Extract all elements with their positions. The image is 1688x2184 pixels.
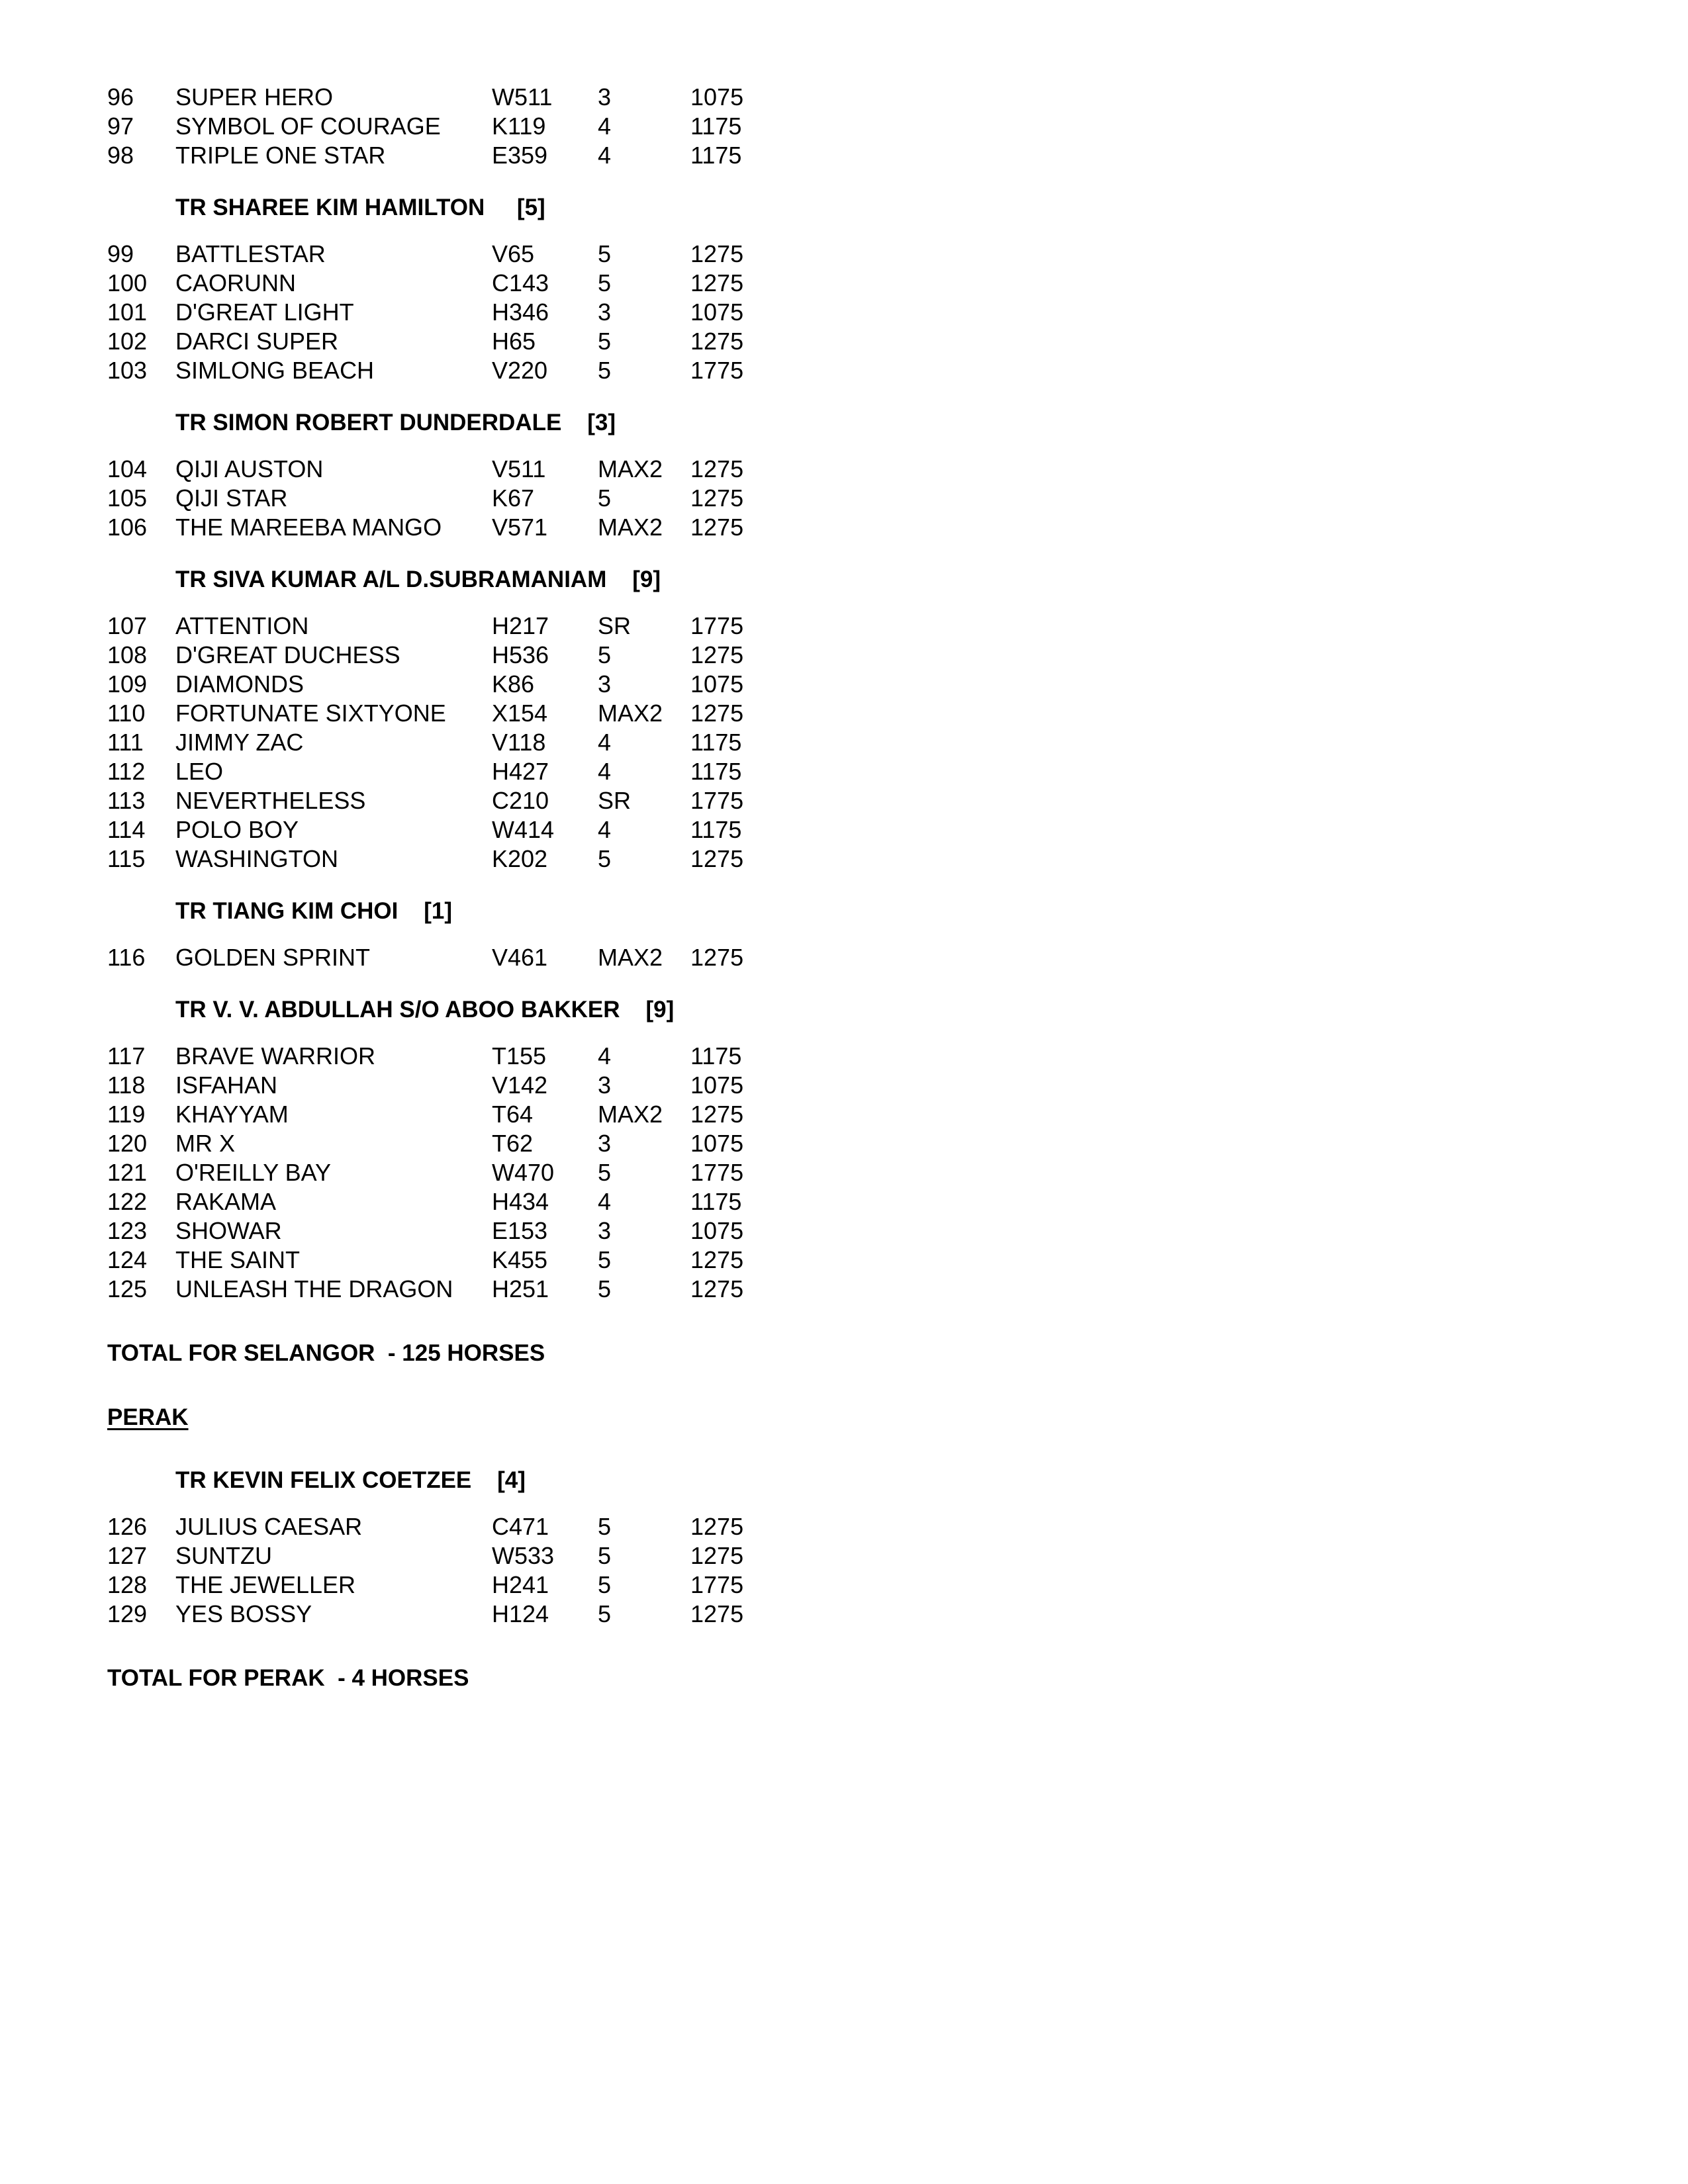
horse-class: 5 — [598, 240, 612, 267]
horse-code: W533 — [492, 1542, 555, 1569]
entry-number: 98 — [107, 142, 134, 169]
region-title: PERAK — [107, 1404, 189, 1430]
entry-row — [0, 1600, 1688, 1629]
horse-code: H434 — [492, 1188, 549, 1215]
horse-name: BATTLESTAR — [175, 240, 326, 267]
horse-code: E359 — [492, 142, 548, 169]
horse-code: H241 — [492, 1571, 549, 1598]
horse-rating: 1275 — [690, 328, 744, 355]
section-total: TOTAL FOR SELANGOR - 125 HORSES — [107, 1340, 545, 1366]
entry-number: 118 — [107, 1071, 146, 1099]
horse-name: KHAYYAM — [175, 1101, 289, 1128]
entry-number: 99 — [107, 240, 134, 267]
horse-class: 5 — [598, 1159, 612, 1186]
horse-code: T64 — [492, 1101, 534, 1128]
horse-rating: 1275 — [690, 845, 744, 872]
horse-code: C471 — [492, 1513, 549, 1540]
horse-name: D'GREAT DUCHESS — [175, 641, 400, 668]
entry-number: 107 — [107, 612, 148, 639]
horse-rating: 1175 — [690, 113, 742, 140]
horse-class: 5 — [598, 641, 612, 668]
horse-rating: 1175 — [690, 1188, 742, 1215]
entry-row — [0, 269, 1688, 298]
horse-rating: 1275 — [690, 455, 744, 482]
horse-rating: 1075 — [690, 298, 744, 326]
entry-row — [0, 112, 1688, 141]
entry-number: 97 — [107, 113, 134, 140]
horse-name: SHOWAR — [175, 1217, 282, 1244]
horse-class: 3 — [598, 83, 612, 111]
entry-row — [0, 670, 1688, 699]
entry-row — [0, 83, 1688, 112]
entry-number: 108 — [107, 641, 148, 668]
entry-row — [0, 1158, 1688, 1187]
horse-rating: 1775 — [690, 787, 744, 814]
horse-rating: 1175 — [690, 142, 742, 169]
horse-rating: 1175 — [690, 1042, 742, 1069]
horse-rating: 1275 — [690, 1246, 744, 1273]
entry-number: 101 — [107, 298, 148, 326]
horse-class: MAX2 — [598, 1101, 663, 1128]
entry-number: 124 — [107, 1246, 148, 1273]
horse-code: V142 — [492, 1071, 548, 1099]
entry-number: 116 — [107, 944, 146, 971]
horse-name: FORTUNATE SIXTYONE — [175, 700, 446, 727]
horse-code: W414 — [492, 816, 555, 843]
horse-rating: 1175 — [690, 816, 742, 843]
horse-name: QIJI STAR — [175, 484, 288, 512]
entry-row — [0, 1275, 1688, 1304]
horse-class: 5 — [598, 484, 612, 512]
horse-name: MR X — [175, 1130, 235, 1157]
horse-class: 3 — [598, 298, 612, 326]
horse-class: MAX2 — [598, 514, 663, 541]
horse-name: JULIUS CAESAR — [175, 1513, 363, 1540]
horse-class: MAX2 — [598, 944, 663, 971]
horse-name: SUPER HERO — [175, 83, 334, 111]
horse-class: 4 — [598, 1042, 612, 1069]
horse-rating: 1275 — [690, 240, 744, 267]
horse-code: K86 — [492, 670, 535, 698]
horse-name: DIAMONDS — [175, 670, 305, 698]
entry-number: 114 — [107, 816, 146, 843]
entry-number: 119 — [107, 1101, 146, 1128]
entry-number: 127 — [107, 1542, 148, 1569]
entry-number: 129 — [107, 1600, 148, 1627]
horse-code: H217 — [492, 612, 549, 639]
entry-number: 128 — [107, 1571, 148, 1598]
horse-class: 5 — [598, 357, 612, 384]
horse-code: H427 — [492, 758, 549, 785]
trainer-heading: TR SIVA KUMAR A/L D.SUBRAMANIAM [9] — [175, 567, 661, 592]
horse-class: 5 — [598, 1571, 612, 1598]
entry-number: 106 — [107, 514, 148, 541]
entry-row — [0, 1570, 1688, 1600]
horse-name: ISFAHAN — [175, 1071, 278, 1099]
horse-rating: 1275 — [690, 641, 744, 668]
entry-row — [0, 943, 1688, 972]
horse-name: THE MAREEBA MANGO — [175, 514, 442, 541]
entry-number: 110 — [107, 700, 146, 727]
horse-name: RAKAMA — [175, 1188, 277, 1215]
entry-number: 111 — [107, 729, 144, 756]
horse-rating: 1275 — [690, 1275, 744, 1302]
horse-code: W511 — [492, 83, 553, 111]
horse-class: 5 — [598, 269, 612, 296]
horse-rating: 1175 — [690, 729, 742, 756]
horse-code: V118 — [492, 729, 546, 756]
horse-rating: 1775 — [690, 1159, 744, 1186]
entry-row — [0, 699, 1688, 728]
entry-row — [0, 141, 1688, 170]
entry-row — [0, 455, 1688, 484]
horse-name: SUNTZU — [175, 1542, 272, 1569]
horse-code: W470 — [492, 1159, 555, 1186]
entry-number: 104 — [107, 455, 148, 482]
trainer-heading: TR TIANG KIM CHOI [1] — [175, 898, 453, 924]
horse-rating: 1275 — [690, 944, 744, 971]
horse-name: QIJI AUSTON — [175, 455, 324, 482]
entry-row — [0, 1071, 1688, 1100]
horse-code: T155 — [492, 1042, 547, 1069]
horse-name: O'REILLY BAY — [175, 1159, 331, 1186]
horse-name: DARCI SUPER — [175, 328, 339, 355]
entry-row — [0, 1129, 1688, 1158]
entry-number: 126 — [107, 1513, 148, 1540]
horse-name: BRAVE WARRIOR — [175, 1042, 376, 1069]
entry-row — [0, 1187, 1688, 1216]
horse-name: TRIPLE ONE STAR — [175, 142, 386, 169]
trainer-heading: TR SHAREE KIM HAMILTON [5] — [175, 195, 545, 220]
horse-class: 5 — [598, 845, 612, 872]
horse-code: H65 — [492, 328, 536, 355]
horse-name: UNLEASH THE DRAGON — [175, 1275, 453, 1302]
horse-code: H251 — [492, 1275, 549, 1302]
horse-rating: 1275 — [690, 1101, 744, 1128]
entry-number: 120 — [107, 1130, 148, 1157]
entry-number: 96 — [107, 83, 134, 111]
horse-rating: 1075 — [690, 1071, 744, 1099]
horse-rating: 1275 — [690, 269, 744, 296]
entry-row — [0, 1100, 1688, 1129]
horse-rating: 1175 — [690, 758, 742, 785]
entry-row — [0, 240, 1688, 269]
section-total: TOTAL FOR PERAK - 4 HORSES — [107, 1665, 469, 1691]
entry-number: 123 — [107, 1217, 148, 1244]
horse-class: 3 — [598, 1071, 612, 1099]
entry-row — [0, 356, 1688, 385]
entry-number: 100 — [107, 269, 148, 296]
entry-row — [0, 1541, 1688, 1570]
entry-row — [0, 1246, 1688, 1275]
horse-class: 5 — [598, 1246, 612, 1273]
horse-code: K202 — [492, 845, 548, 872]
entry-row — [0, 728, 1688, 757]
horse-name: YES BOSSY — [175, 1600, 312, 1627]
horse-name: CAORUNN — [175, 269, 297, 296]
horse-name: SIMLONG BEACH — [175, 357, 375, 384]
horse-rating: 1275 — [690, 1600, 744, 1627]
horse-name: THE SAINT — [175, 1246, 301, 1273]
entry-row — [0, 612, 1688, 641]
horse-name: THE JEWELLER — [175, 1571, 356, 1598]
horse-name: SYMBOL OF COURAGE — [175, 113, 441, 140]
entry-number: 122 — [107, 1188, 148, 1215]
entry-number: 121 — [107, 1159, 148, 1186]
entry-row — [0, 1512, 1688, 1541]
entry-number: 109 — [107, 670, 148, 698]
entry-row — [0, 815, 1688, 844]
trainer-heading: TR V. V. ABDULLAH S/O ABOO BAKKER [9] — [175, 997, 675, 1023]
horse-class: SR — [598, 787, 632, 814]
horse-rating: 1075 — [690, 1217, 744, 1244]
entry-row — [0, 298, 1688, 327]
horse-code: E153 — [492, 1217, 548, 1244]
horse-code: K67 — [492, 484, 535, 512]
horse-rating: 1275 — [690, 700, 744, 727]
horse-class: 4 — [598, 142, 612, 169]
horse-code: V65 — [492, 240, 535, 267]
horse-code: X154 — [492, 700, 548, 727]
horse-name: LEO — [175, 758, 224, 785]
horse-class: 3 — [598, 1130, 612, 1157]
entry-row — [0, 327, 1688, 356]
horse-rating: 1075 — [690, 1130, 744, 1157]
horse-class: 4 — [598, 758, 612, 785]
entry-row — [0, 1042, 1688, 1071]
entry-row — [0, 513, 1688, 542]
horse-rating: 1275 — [690, 1513, 744, 1540]
entry-row — [0, 786, 1688, 815]
horse-class: 5 — [598, 328, 612, 355]
horse-class: 3 — [598, 1217, 612, 1244]
entry-row — [0, 1216, 1688, 1246]
horse-rating: 1775 — [690, 1571, 744, 1598]
horse-class: 5 — [598, 1542, 612, 1569]
horse-name: D'GREAT LIGHT — [175, 298, 354, 326]
horse-code: K119 — [492, 113, 546, 140]
horse-class: 5 — [598, 1600, 612, 1627]
horse-rating: 1075 — [690, 670, 744, 698]
horse-code: T62 — [492, 1130, 534, 1157]
horse-rating: 1775 — [690, 357, 744, 384]
horse-rating: 1275 — [690, 484, 744, 512]
horse-rating: 1775 — [690, 612, 744, 639]
entry-number: 115 — [107, 845, 146, 872]
horse-code: H346 — [492, 298, 549, 326]
horse-name: GOLDEN SPRINT — [175, 944, 371, 971]
horse-name: JIMMY ZAC — [175, 729, 304, 756]
entry-number: 117 — [107, 1042, 146, 1069]
horse-class: 5 — [598, 1275, 612, 1302]
horse-name: POLO BOY — [175, 816, 299, 843]
horse-class: MAX2 — [598, 455, 663, 482]
horse-class: SR — [598, 612, 632, 639]
horse-code: C143 — [492, 269, 549, 296]
entry-number: 105 — [107, 484, 148, 512]
horse-code: V511 — [492, 455, 546, 482]
horse-class: 4 — [598, 816, 612, 843]
entry-row — [0, 757, 1688, 786]
horse-code: V571 — [492, 514, 548, 541]
horse-class: 4 — [598, 729, 612, 756]
horse-class: 4 — [598, 1188, 612, 1215]
entry-row — [0, 844, 1688, 874]
horse-rating: 1275 — [690, 514, 744, 541]
horse-name: ATTENTION — [175, 612, 309, 639]
trainer-heading: TR SIMON ROBERT DUNDERDALE [3] — [175, 410, 616, 435]
horse-name: WASHINGTON — [175, 845, 339, 872]
horse-name: NEVERTHELESS — [175, 787, 366, 814]
horse-class: 3 — [598, 670, 612, 698]
horse-code: K455 — [492, 1246, 548, 1273]
horse-class: MAX2 — [598, 700, 663, 727]
entry-number: 112 — [107, 758, 146, 785]
horse-code: H536 — [492, 641, 549, 668]
horse-class: 5 — [598, 1513, 612, 1540]
entry-number: 102 — [107, 328, 148, 355]
entry-number: 103 — [107, 357, 148, 384]
horse-rating: 1075 — [690, 83, 744, 111]
entry-row — [0, 641, 1688, 670]
horse-rating: 1275 — [690, 1542, 744, 1569]
entry-row — [0, 484, 1688, 513]
horse-code: C210 — [492, 787, 549, 814]
entry-number: 125 — [107, 1275, 148, 1302]
horse-class: 4 — [598, 113, 612, 140]
horse-code: H124 — [492, 1600, 549, 1627]
entry-number: 113 — [107, 787, 146, 814]
trainer-heading: TR KEVIN FELIX COETZEE [4] — [175, 1467, 526, 1493]
horse-code: V220 — [492, 357, 548, 384]
horse-code: V461 — [492, 944, 548, 971]
